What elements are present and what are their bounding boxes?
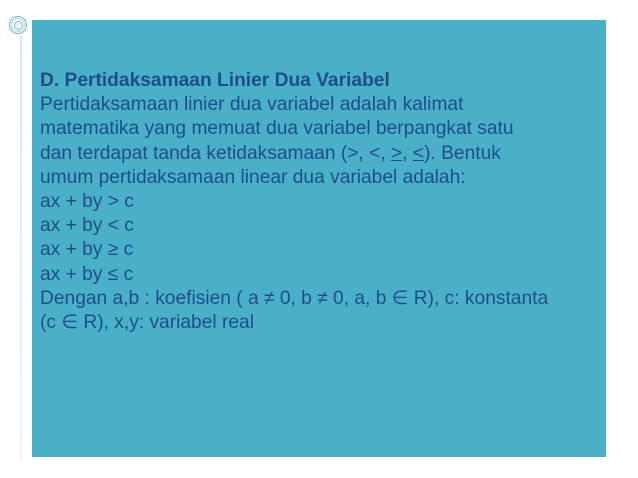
content-panel [32, 20, 606, 457]
paragraph-line-1: Pertidaksamaan linier dua variabel adalah kalimat [40, 94, 464, 116]
form-less-than: ax + by < c [40, 215, 134, 237]
form-greater-equal: ax + by ≥ c [40, 239, 134, 261]
paragraph-sign-line [40, 142, 602, 166]
ring-bullet-core-icon [14, 21, 23, 30]
sign-line-suffix: ). Bentuk [424, 142, 501, 164]
slide-text-body [40, 69, 602, 335]
definition-line-1: Dengan a,b : koefisien ( a ≠ 0, b ≠ 0, a, b ∈ R), c: konstanta [40, 287, 549, 309]
sign-line-prefix: dan terdapat tanda ketidaksamaan (>, <, [40, 142, 391, 164]
definition-line-2: (c ∈ R), x,y: variabel real [40, 312, 254, 334]
form-intro-line: umum pertidaksamaan linear dua variabel adalah: [40, 166, 466, 188]
left-divider-line [20, 36, 22, 461]
less-equal-sign: < [412, 142, 425, 164]
form-less-equal: ax + by ≤ c [40, 263, 134, 285]
greater-equal-sign: > [390, 142, 403, 164]
sign-separator: , [402, 142, 413, 164]
form-greater-than: ax + by > c [40, 191, 134, 213]
paragraph-line-2: matematika yang memuat dua variabel berpangkat satu [40, 118, 514, 140]
section-heading: D. Pertidaksamaan Linier Dua Variabel [40, 70, 390, 91]
